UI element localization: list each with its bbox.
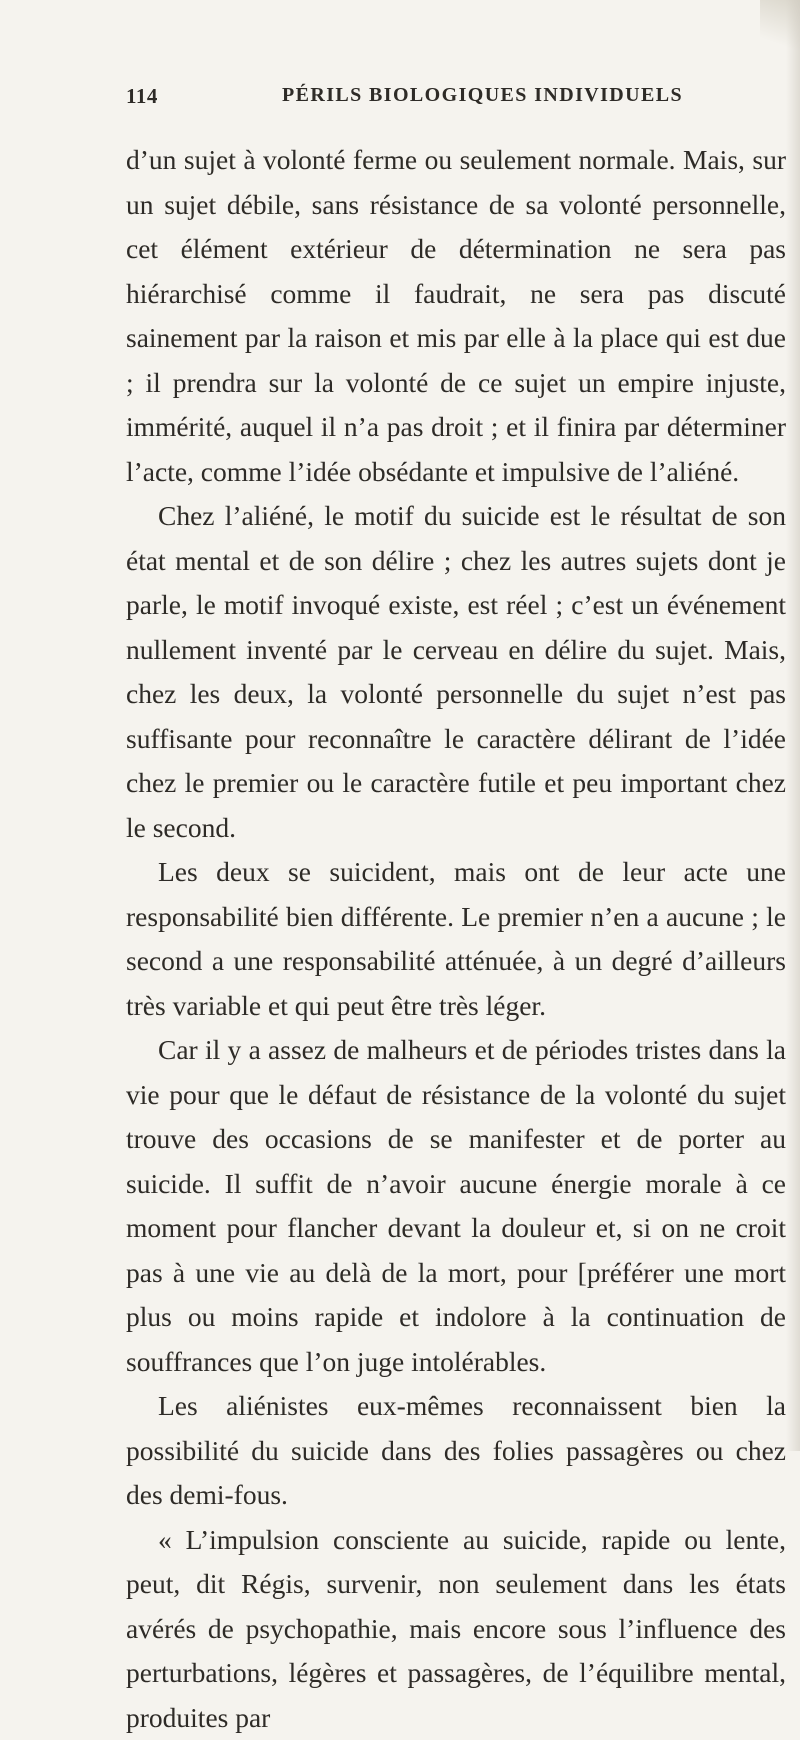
paragraph: Chez l’aliéné, le motif du suicide est le résultat de son état mental et de son délire ; chez les autres sujets dont je parle, le motif invoqué existe, est réel ; c’est un événement nullement inventé par le cerveau en délire du sujet. Mais, chez les deux, la volonté personnelle du sujet n’est pas suffisante pour reconnaître le caractère délirant de l’idée chez le premier ou le caractère futile et peu important chez le second. <box>126 494 786 850</box>
paragraph-continued: d’un sujet à volonté ferme ou seulement normale. Mais, sur un sujet débile, sans résistance de sa volonté personnelle, cet élément extérieur de détermination ne sera pas hiérarchisé comme il faudrait, ne sera pas discuté sainement par la raison et mis par elle à la place qui est due ; il prendra sur la volonté de ce sujet un empire injuste, immérité, auquel il n’a pas droit ; et il finira par déterminer l’acte, comme l’idée obsédante et impulsive de l’aliéné. <box>126 138 786 494</box>
body-text <box>126 138 786 1740</box>
paragraph: Car il y a assez de malheurs et de périodes tristes dans la vie pour que le défaut de résistance de la volonté du sujet trouve des occasions de se manifester et de porter au suicide. Il suffit de n’avoir aucune énergie morale à ce moment pour flancher devant la douleur et, si on ne croit pas à une vie au delà de la mort, pour [préférer une mort plus ou moins rapide et indolore à la continuation de souffrances que l’on juge intolérables. <box>126 1028 786 1384</box>
running-head: PÉRILS BIOLOGIQUES INDIVIDUELS <box>282 84 683 107</box>
paragraph: Les deux se suicident, mais ont de leur acte une responsabilité bien différente. Le premier n’en a aucune ; le second a une responsabilité atténuée, à un degré d’ailleurs très variable et qui peut être très léger. <box>126 850 786 1028</box>
page-number: 114 <box>126 84 158 109</box>
page-edge-shadow <box>786 0 800 1451</box>
paragraph: Les aliénistes eux-mêmes reconnaissent bien la possibilité du suicide dans des folies passagères ou chez des demi-fous. <box>126 1384 786 1518</box>
quotation-paragraph: « L’impulsion consciente au suicide, rapide ou lente, peut, dit Régis, survenir, non seulement dans les états avérés de psychopathie, mais encore sous l’influence des perturbations, légères et passagères, de l’équilibre mental, produites par <box>126 1518 786 1740</box>
page-header <box>126 84 686 118</box>
